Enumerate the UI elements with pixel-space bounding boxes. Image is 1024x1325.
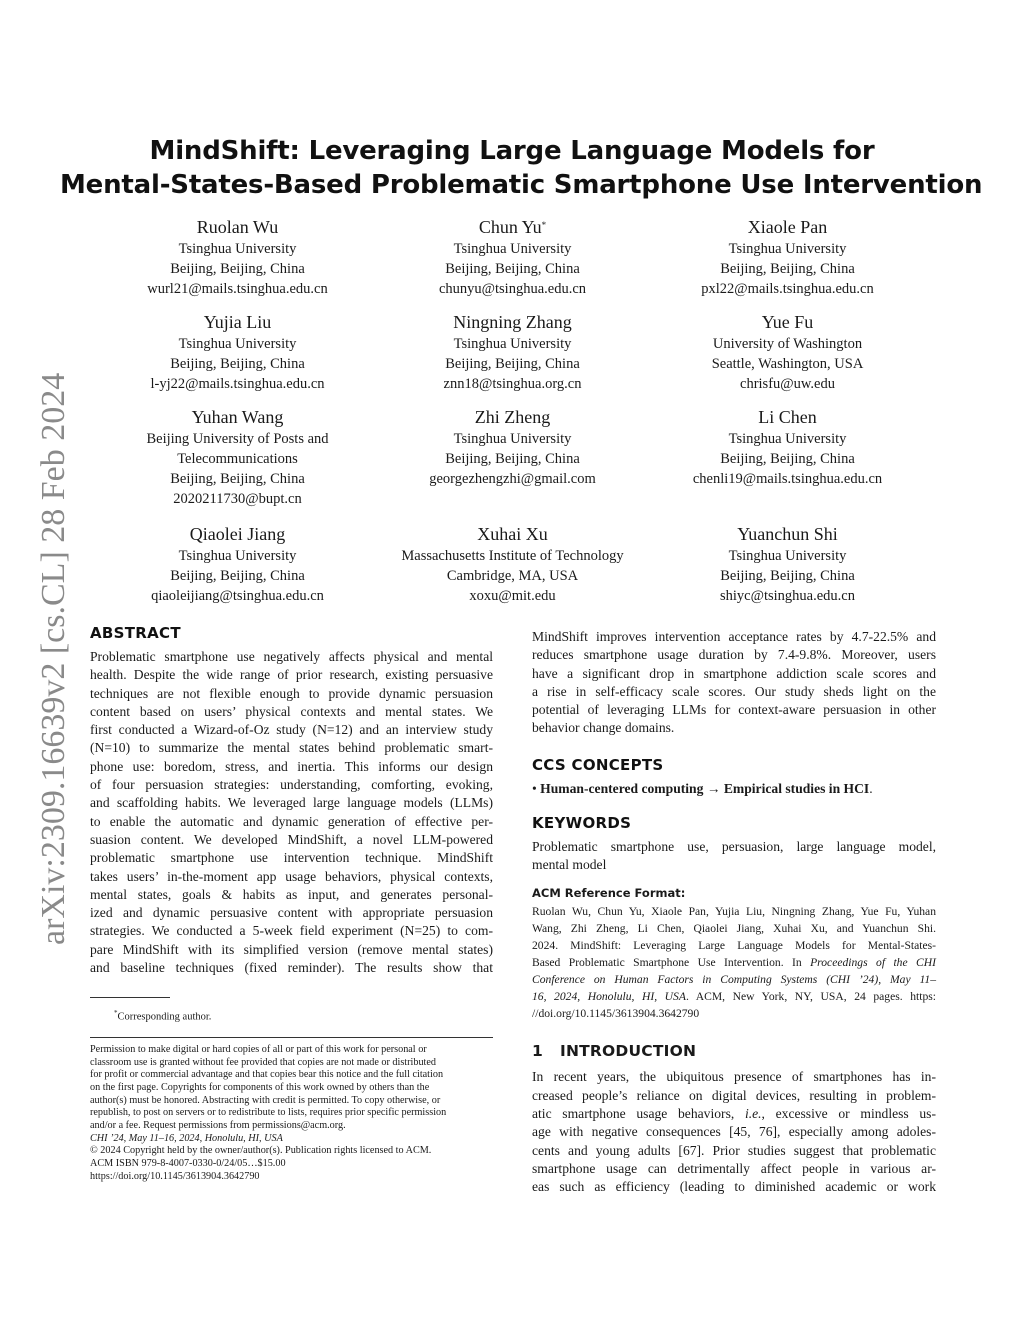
author-email[interactable]: 2020211730@bupt.cn <box>173 491 302 507</box>
author-name: Yuhan Wang <box>191 407 284 427</box>
text-line: mental states, goals & habits as input, and generates personal- <box>90 886 493 902</box>
author-name: Yujia Liu <box>203 312 272 332</box>
text-line: creased people’s reliance on digital devices, resulting in problem- <box>532 1087 936 1103</box>
author-block <box>100 406 375 509</box>
text-line: mental model <box>532 857 607 873</box>
isbn-line: ACM ISBN 979-8-4007-0330-0/24/05…$15.00 <box>90 1158 286 1170</box>
text-line: have a significant drop in smartphone addiction scale scores and <box>532 665 936 681</box>
author-row <box>100 406 925 509</box>
ccs-concept-main: Human-centered computing <box>540 780 704 796</box>
author-name: Qiaolei Jiang <box>189 524 286 544</box>
author-affiliation-cont: Telecommunications <box>177 451 298 467</box>
author-email[interactable]: chenli19@mails.tsinghua.edu.cn <box>692 471 883 487</box>
ccs-concept-sub: Empirical studies in HCI <box>723 780 870 796</box>
text-line: Problematic smartphone use, persuasion, large language model, <box>532 838 936 854</box>
paper-title <box>60 134 983 202</box>
author-name: Li Chen <box>758 407 817 427</box>
text-line: (N=10) to summarize the mental states behind problematic smart- <box>90 740 493 756</box>
author-location: Beijing, Beijing, China <box>720 451 855 467</box>
permission-notice <box>90 1044 493 1184</box>
text-line: content based on users’ physical contexts and mental states. We <box>90 703 493 719</box>
author-block <box>650 311 925 394</box>
author-block <box>375 311 650 394</box>
author-email[interactable]: chunyu@tsinghua.edu.cn <box>438 281 587 297</box>
author-block <box>100 216 375 299</box>
author-location: Beijing, Beijing, China <box>445 356 580 372</box>
section-title: INTRODUCTION <box>560 1042 697 1061</box>
author-affiliation: Tsinghua University <box>728 431 847 447</box>
author-email[interactable]: znn18@tsinghua.org.cn <box>443 376 582 392</box>
footnote-mark: * <box>114 1009 118 1018</box>
text-line: pare MindShift with its simplified version (remove mental states) <box>90 941 493 957</box>
text-line: Wang, Zhi Zheng, Li Chen, Qiaolei Jiang, Xuhai Xu, and Yuanchun Shi. <box>532 922 936 936</box>
author-block <box>375 523 650 606</box>
author-affiliation: Tsinghua University <box>453 241 572 257</box>
arrow-icon: → <box>706 780 721 796</box>
text-line: a rise in self-efficacy scale scores. Our study sheds light on the <box>532 683 936 699</box>
paper-title-line-1: MindShift: Leveraging Large Language Models for <box>149 136 875 166</box>
text-line: suasion content. We developed MindShift, a novel LLM-powered <box>90 831 493 847</box>
author-name: Xiaole Pan <box>747 217 828 237</box>
author-affiliation: Massachusetts Institute of Technology <box>401 548 624 564</box>
ccs-concept: • Human-centered computing → Empirical studies in HCI. <box>532 780 873 796</box>
keywords-body <box>532 838 936 875</box>
bullet-icon: • <box>532 780 537 796</box>
author-name: Yue Fu <box>761 312 814 332</box>
reference-doi-link[interactable]: //doi.org/10.1145/3613904.3642790 <box>532 1007 700 1021</box>
author-email[interactable]: l-yj22@mails.tsinghua.edu.cn <box>150 376 325 392</box>
text-line: to enable the automatic and dynamic generation of effective per- <box>90 813 493 829</box>
permission-line: republish, to post on servers or to redistribute to lists, requires prior specific permission <box>90 1107 447 1119</box>
text-line: atic smartphone usage behaviors, i.e., excessive or mindless us- <box>532 1105 936 1121</box>
text-line: age with negative consequences [45, 76], especially among adoles- <box>532 1124 936 1140</box>
author-row <box>100 523 925 606</box>
text-line: 2024. MindShift: Leveraging Large Language Models for Mental-States- <box>532 939 936 953</box>
author-location: Beijing, Beijing, China <box>170 568 305 584</box>
author-affiliation: Tsinghua University <box>453 431 572 447</box>
text-line: MindShift improves intervention acceptance rates by 4.7-22.5% and <box>532 629 936 644</box>
footnote-text: Corresponding author. <box>117 1011 212 1023</box>
abstract-continuation <box>532 628 936 738</box>
author-name: Xuhai Xu <box>477 524 548 544</box>
arxiv-identifier <box>28 355 78 945</box>
author-affiliation: Tsinghua University <box>178 241 297 257</box>
author-name: Zhi Zheng <box>474 407 551 427</box>
permission-divider <box>90 1037 493 1038</box>
permission-line: for profit or commercial advantage and that copies bear this notice and the full citation <box>90 1069 444 1081</box>
author-location: Beijing, Beijing, China <box>445 451 580 467</box>
author-email[interactable]: wurl21@mails.tsinghua.edu.cn <box>147 281 328 297</box>
author-list <box>100 216 925 618</box>
author-affiliation: Tsinghua University <box>728 241 847 257</box>
keywords-heading: KEYWORDS <box>532 813 632 832</box>
author-block <box>375 406 650 509</box>
author-row <box>100 216 925 299</box>
permission-line: Permission to make digital or hard copies of all or part of this work for personal or <box>90 1043 427 1055</box>
text-line: and baseline techniques (fixed reminder). The results show that <box>90 960 493 976</box>
author-block <box>375 216 650 299</box>
arxiv-identifier-text: arXiv:2309.16639v2 [cs.CL] 28 Feb 2024 <box>35 372 72 945</box>
author-location: Beijing, Beijing, China <box>170 261 305 277</box>
author-name: Chun Yu* <box>478 217 547 237</box>
author-email[interactable]: georgezhengzhi@gmail.com <box>429 471 596 487</box>
author-location: Beijing, Beijing, China <box>720 261 855 277</box>
author-location: Seattle, Washington, USA <box>711 356 864 372</box>
author-block <box>100 523 375 606</box>
author-location: Beijing, Beijing, China <box>170 356 305 372</box>
author-location: Beijing, Beijing, China <box>445 261 580 277</box>
text-line: first conducted a Wizard-of-Oz study (N=12) and an interview study <box>90 722 493 738</box>
doi-link[interactable]: https://doi.org/10.1145/3613904.3642790 <box>90 1170 260 1182</box>
author-block <box>100 311 375 394</box>
text-line: cents and young adults [67]. Prior studies suggest that problematic <box>532 1142 936 1158</box>
copyright-line: © 2024 Copyright held by the owner/author(s). Publication rights licensed to ACM. <box>90 1145 432 1157</box>
text-line: reduces smartphone usage duration by 7.4-9.8%. Moreover, users <box>532 647 936 663</box>
text-line: and scaffolding habits. We leveraged large language models (LLMs) <box>90 795 493 811</box>
acm-reference-body <box>532 903 936 1022</box>
author-location: Beijing, Beijing, China <box>170 471 305 487</box>
arxiv-identifier-graphic <box>28 355 78 945</box>
author-location: Cambridge, MA, USA <box>446 568 579 584</box>
text-line: potential of leveraging LLMs for context-aware persuasion in other <box>532 702 936 718</box>
text-line: behavior change domains. <box>532 720 675 736</box>
author-name: Yuanchun Shi <box>737 524 838 544</box>
text-line: In recent years, the ubiquitous presence of smartphones has in- <box>532 1069 936 1085</box>
author-affiliation: Tsinghua University <box>178 548 297 564</box>
section-number: 1 <box>532 1042 543 1061</box>
text-line: phone use: boredom, stress, and inertia. This informs our design <box>90 758 493 774</box>
text-line: ized and dynamic persuasive content with appropriate persuasion <box>90 905 493 921</box>
permission-line: and/or a fee. Request permissions from permissions@acm.org. <box>90 1120 346 1132</box>
text-line: problematic smartphone use intervention technique. MindShift <box>90 850 493 866</box>
right-column <box>532 628 936 1196</box>
text-line: 16, 2024, Honolulu, HI, USA. ACM, New York, NY, USA, 24 pages. https: <box>532 990 936 1004</box>
text-line: techniques are not flexible enough to provide dynamic persuasion <box>90 685 493 701</box>
text-line: health. Despite the wide range of prior research, existing persuasive <box>90 667 493 683</box>
author-name: Ruolan Wu <box>196 217 279 237</box>
text-line: Problematic smartphone use negatively affects physical and mental <box>90 649 493 664</box>
permission-line: on the first page. Copyrights for components of this work owned by others than the <box>90 1081 430 1093</box>
text-line: Conference on Human Factors in Computing Systems (CHI ’24), May 11– <box>532 973 936 987</box>
author-row <box>100 311 925 394</box>
text-line: Ruolan Wu, Chun Yu, Xiaole Pan, Yujia Liu, Ningning Zhang, Yue Fu, Yuhan <box>532 905 936 919</box>
author-affiliation: Tsinghua University <box>178 336 297 352</box>
author-email[interactable]: xoxu@mit.edu <box>469 588 556 604</box>
text-line: of four persuasion strategies: understanding, comforting, evoking, <box>90 777 493 793</box>
author-affiliation: Tsinghua University <box>728 548 847 564</box>
paper-title-line-2: Mental-States-Based Problematic Smartphone Use Intervention <box>60 170 983 200</box>
author-affiliation: University of Washington <box>712 336 863 352</box>
text-line: strategies. We conducted a 5-week field experiment (N=25) to com- <box>90 923 493 939</box>
corresponding-author-footnote <box>90 1006 493 1025</box>
permission-line: author(s) must be honored. Abstracting with credit is permitted. To copy otherwise, or <box>90 1094 441 1106</box>
author-name: Ningning Zhang <box>453 312 572 332</box>
author-affiliation: Tsinghua University <box>453 336 572 352</box>
author-block <box>650 216 925 299</box>
author-email[interactable]: chrisfu@uw.edu <box>740 376 835 392</box>
abstract-body <box>90 648 493 977</box>
text-line: eas such as efficiency (leading to diminished academic or work <box>532 1179 936 1195</box>
author-block <box>650 406 925 509</box>
abstract-heading: ABSTRACT <box>90 624 181 642</box>
left-column <box>90 624 493 1184</box>
footnote-divider <box>90 997 170 998</box>
introduction-body <box>532 1068 936 1196</box>
text-line: takes users’ in-the-moment app usage behaviors, physical contexts, <box>90 868 493 884</box>
introduction-heading <box>532 1042 936 1060</box>
conference-venue: CHI ’24, May 11–16, 2024, Honolulu, HI, USA <box>90 1132 283 1144</box>
ccs-heading: CCS CONCEPTS <box>532 755 664 774</box>
author-location: Beijing, Beijing, China <box>720 568 855 584</box>
text-line: smartphone usage can detrimentally affect people in various ar- <box>532 1160 936 1176</box>
text-line: Based Problematic Smartphone Use Intervention. In Proceedings of the CHI <box>532 956 936 970</box>
author-block <box>650 523 925 606</box>
acm-reference-heading: ACM Reference Format: <box>532 886 686 901</box>
author-email[interactable]: shiyc@tsinghua.edu.cn <box>720 588 855 604</box>
permission-line: classroom use is granted without fee provided that copies are not made or distributed <box>90 1056 436 1068</box>
author-email[interactable]: qiaoleijiang@tsinghua.edu.cn <box>151 588 324 604</box>
author-email[interactable]: pxl22@mails.tsinghua.edu.cn <box>701 281 874 297</box>
author-affiliation: Beijing University of Posts and <box>146 431 329 447</box>
corresponding-author-mark: * <box>541 220 547 230</box>
